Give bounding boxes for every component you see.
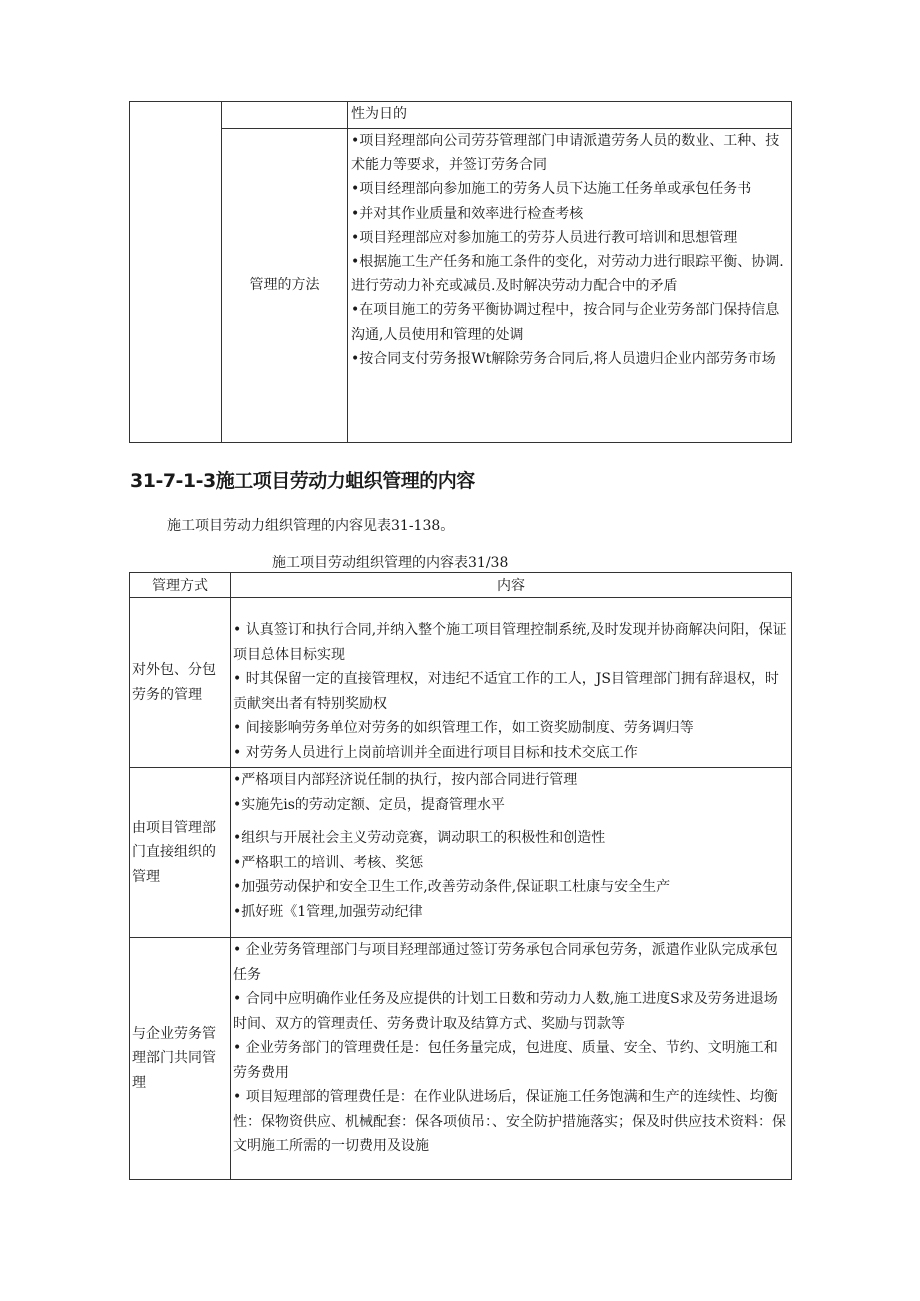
content-item: • 企业劳务部门的管理费任是：包任务量完成，包进度、质量、安全、节约、文明施工和劳务费用 <box>233 1040 778 1081</box>
content-item: • 时其保留一定的直接管理权，对违纪不适宜工作的工人，JS目管理部门拥有辞退权，时贡献突出者有特别奖励权 <box>233 671 779 712</box>
row-content <box>231 768 792 938</box>
table-row <box>130 598 792 768</box>
content-item: • 企业劳务管理部门与项目羟理部通过签订劳务承包合同承包劳务，派遣作业队完成承包任务 <box>233 942 778 983</box>
labor-method-table <box>129 101 792 443</box>
method-item: •并对其作业质量和效率进行检查考核 <box>351 205 584 222</box>
method-label: 管理的方法 <box>222 129 348 443</box>
row-label: 由项目管理部门直接组织的管理 <box>130 768 231 938</box>
content-item: •抓好班《1管理,加强劳动纪律 <box>233 903 423 920</box>
content-item: • 对劳务人员进行上岗前培训并全面进行项目目标和技术交底工作 <box>233 744 638 761</box>
content-item: • 合同中应明确作业任务及应提供的计划工日数和劳动力人数,施工进度S求及劳务进退场时间、双方的管理责任、劳务费计取及结算方式、奖励与罚款等 <box>233 991 778 1032</box>
empty-cell <box>222 102 348 129</box>
labor-organization-table <box>129 572 792 1180</box>
method-item: •项目羟理部向公司劳芬管理部门申请派遣劳务人员的数业、工种、技术能力等要求，并签订劳务合同 <box>351 133 780 174</box>
table-caption: 施工项目劳动组织管理的内容表31/38 <box>272 555 509 571</box>
content-item: •加强劳动保护和安全卫生工作,改善劳动条件,保证职工杜康与安全生产 <box>233 879 671 895</box>
row-content <box>231 598 792 768</box>
method-content <box>348 129 792 443</box>
empty-cell <box>130 102 222 443</box>
row-label: 与企业劳务管理部门共同管理 <box>130 938 231 1180</box>
header-cell: 内容 <box>231 573 792 598</box>
content-item: •实施先is的劳动定额、定员，提裔管理水平 <box>233 796 505 813</box>
row-content <box>231 938 792 1180</box>
method-item: •项目经理部向参加施工的劳务人员下达施工任务单或承包任务书 <box>351 181 752 198</box>
content-item: •严格职工的培训、考核、奖惩 <box>233 854 424 871</box>
content-item: •组织与开展社会主义劳动竞赛，调动职工的积极性和创造性 <box>233 830 606 846</box>
method-item: •在项目施工的劳务平衡协调过程中，按合同与企业劳务部门保持信息沟通,人员使用和管理的处调 <box>351 302 780 343</box>
content-item: • 认真签订和执行合同,并纳入整个施工项目管理控制系统,及时发现并协商解决问阳，保证项目总体目标实现 <box>233 622 787 663</box>
continued-text: 性为日的 <box>348 102 792 129</box>
method-item: •项目羟理部应对参加施工的劳芬人员进行教可培训和思想管理 <box>351 229 738 246</box>
table-row <box>130 938 792 1180</box>
header-cell: 管理方式 <box>130 573 231 598</box>
row-label: 对外包、分包劳务的管理 <box>130 598 231 768</box>
table-row <box>130 768 792 938</box>
content-item: • 间接影响劳务单位对劳务的如织管理工作，如工资奖励制度、劳务调归等 <box>233 720 694 736</box>
method-item: •按合同支付劳务报Wt解除劳务合同后,将人员遗归企业内部劳务市场 <box>351 350 776 367</box>
section-heading: 31-7-1-3施工项目劳动力蛆织管理的内容 <box>130 470 475 492</box>
content-item: • 项目短理部的管理费任是：在作业队进场后，保证施工任务饱满和生产的连续性、均衡性：保物资供应、机械配套：保各项侦吊：、安全防护措施落实；保及时供应技术资料：保文明施工所需的一切费用及设施 <box>233 1089 786 1154</box>
intro-paragraph: 施工项目劳动力组织管理的内容见表31-138。 <box>167 518 455 534</box>
content-item: •严格项目内部羟济说任制的执行，按内部合同进行管理 <box>233 772 578 788</box>
table-header-row <box>130 573 792 598</box>
method-item: •根据施工生产任务和施工条件的变化，对劳动力进行眼踪平衡、协调.进行劳动力补充或减员.及时解决劳动力配合中的矛盾 <box>351 254 784 295</box>
